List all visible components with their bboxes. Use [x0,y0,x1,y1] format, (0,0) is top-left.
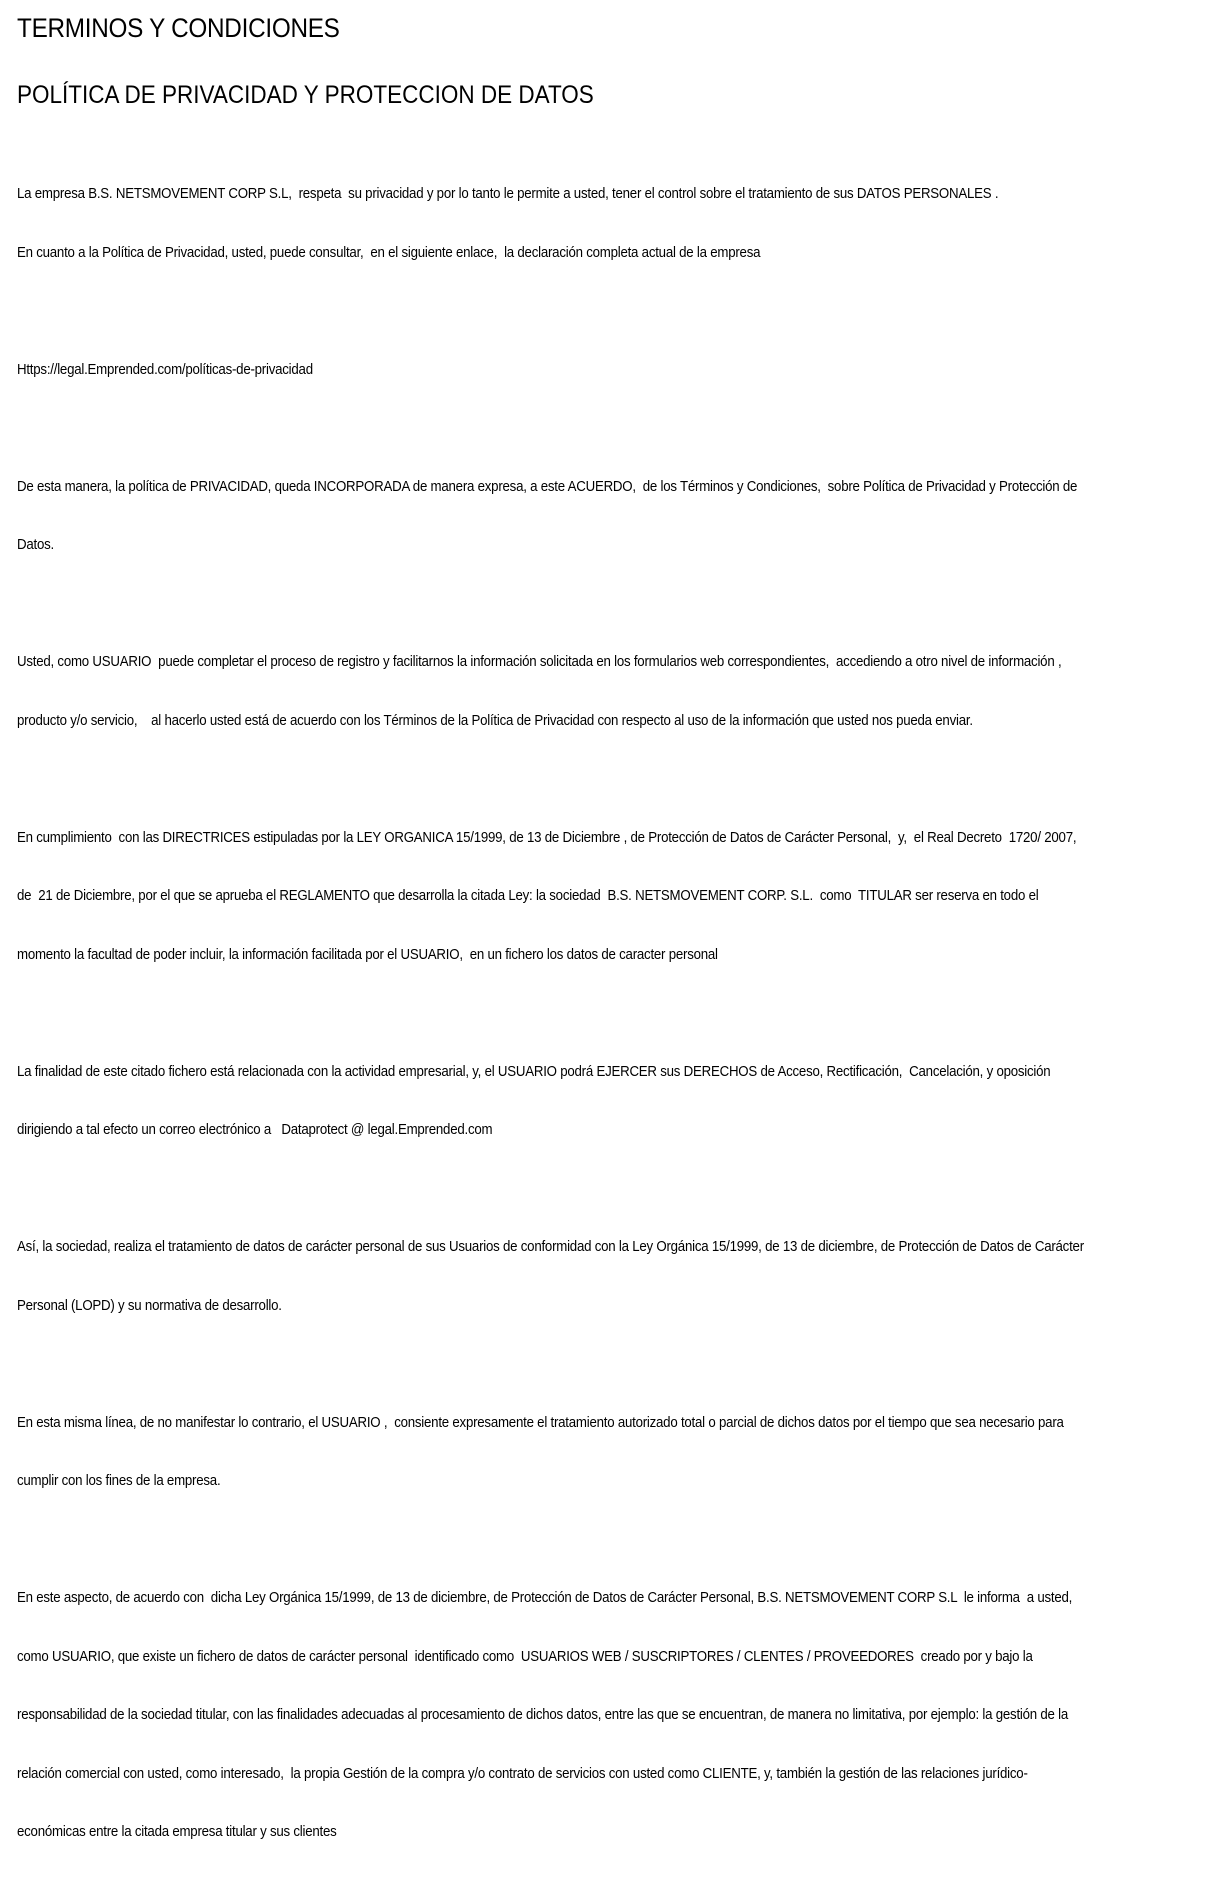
paragraph-line: En cuanto a la Política de Privacidad, usted, puede consultar, en el siguiente enlace, la declaración completa actual de la empresa [17,244,761,261]
paragraph-consent [17,1375,1197,1531]
paragraph-line: La empresa B.S. NETSMOVEMENT CORP S.L, respeta su privacidad y por lo tanto le permite a usted, tener el control sobre el tratamiento de sus DATOS PERSONALES . [17,186,999,202]
paragraph-line: Personal (LOPD) y su normativa de desarrollo. [17,1297,282,1314]
paragraph-file-purpose [17,1024,1197,1180]
paragraph-line: En cumplimiento con las DIRECTRICES estipuladas por la LEY ORGANICA 15/1999, de 13 de Diciembre , de Protección de Datos de Carácter Personal, y, el Real Decreto 1720/ 2007, [17,829,1077,846]
privacy-policy-link[interactable]: Https://legal.Emprended.com/políticas-de-privacidad [17,361,313,378]
paragraph-data-file [17,1550,1197,1882]
paragraph-privacy-link [17,322,1197,420]
paragraph-line: Usted, como USUARIO puede completar el proceso de registro y facilitarnos la información solicitada en los formularios web correspondientes, accediendo a otro nivel de información , [17,654,1062,670]
section-title: POLÍTICA DE PRIVACIDAD Y PROTECCION DE DATOS [17,81,594,109]
paragraph-line: La finalidad de este citado fichero está relacionada con la actividad empresarial, y, el USUARIO podrá EJERCER sus DERECHOS de Acceso, Rectificación, Cancelación, y oposición [17,1063,1051,1080]
paragraph-line: de 21 de Diciembre, por el que se aprueba el REGLAMENTO que desarrolla la citada Ley: la sociedad B.S. NETSMOVEMENT CORP. S.L. como TITULAR ser reserva en todo el [17,888,1039,904]
page-title: TERMINOS Y CONDICIONES [17,13,340,43]
paragraph-line: cumplir con los fines de la empresa. [17,1473,221,1489]
paragraph-line: Datos. [17,537,54,553]
paragraph-line: responsabilidad de la sociedad titular, con las finalidades adecuadas al procesamiento de dichos datos, entre las que se encuentran, de manera no limitativa, por ejemplo: la gestión de la [17,1707,1069,1723]
paragraph-line: económicas entre la citada empresa titular y sus clientes [17,1824,337,1840]
document-body [17,146,1197,1901]
paragraph-lopd [17,1199,1197,1355]
paragraph-line: momento la facultad de poder incluir, la información facilitada por el USUARIO, en un fichero los datos de caracter personal [17,946,718,963]
paragraph-line: dirigiendo a tal efecto un correo electrónico a Dataprotect @ legal.Emprended.com [17,1122,493,1138]
paragraph-incorporation [17,439,1197,595]
paragraph-line: En este aspecto, de acuerdo con dicha Ley Orgánica 15/1999, de 13 de diciembre, de Protección de Datos de Carácter Personal, B.S. NETSMOVEMENT CORP S.L le informa a usted, [17,1590,1073,1606]
document [17,12,1197,1840]
paragraph-line: De esta manera, la política de PRIVACIDAD, queda INCORPORADA de manera expresa, a este ACUERDO, de los Términos y Condiciones, sobre Política de Privacidad y Protección de [17,478,1078,495]
paragraph-line: En esta misma línea, de no manifestar lo contrario, el USUARIO , consiente expresamente el tratamiento autorizado total o parcial de dichos datos por el tiempo que sea necesario para [17,1414,1064,1431]
paragraph-compliance [17,790,1197,1005]
paragraph-intro [17,146,1197,302]
paragraph-line: como USUARIO, que existe un fichero de datos de carácter personal identificado como USUARIOS WEB / SUSCRIPTORES / CLENTES / PROVEEDORES creado por y bajo la [17,1648,1033,1665]
paragraph-line: relación comercial con usted, como interesado, la propia Gestión de la compra y/o contrato de servicios con usted como CLIENTE, y, también la gestión de las relaciones jurídico- [17,1765,1028,1782]
paragraph-line: Así, la sociedad, realiza el tratamiento de datos de carácter personal de sus Usuarios de conformidad con la Ley Orgánica 15/1999, de 13 de diciembre, de Protección de Datos de Carácter [17,1239,1084,1255]
paragraph-line: producto y/o servicio, al hacerlo usted está de acuerdo con los Términos de la Política de Privacidad con respecto al uso de la información que usted nos pueda enviar. [17,712,973,729]
paragraph-user-registration [17,614,1197,770]
